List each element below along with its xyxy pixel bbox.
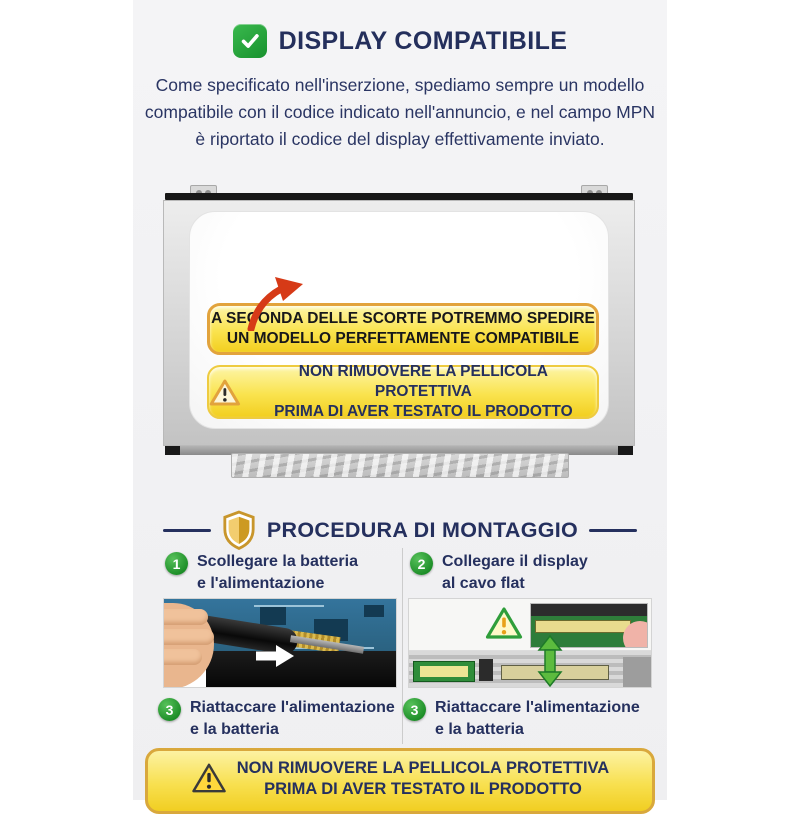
header	[133, 24, 667, 58]
connector-clip	[479, 659, 493, 681]
footer-warning-banner	[145, 748, 655, 814]
right-arrow-icon	[256, 645, 294, 667]
procedure-heading	[133, 510, 667, 550]
photo-top-band	[409, 599, 651, 651]
page-title: DISPLAY COMPATIBILE	[278, 26, 568, 55]
step-3-left	[158, 697, 395, 741]
finger	[163, 649, 202, 665]
hinge-cap	[623, 657, 651, 687]
step-3-right	[403, 697, 640, 741]
film-warning-line1: NON RIMUOVERE LA PELLICOLA PROTETTIVA	[298, 363, 548, 400]
intro-paragraph: Come specificato nell'inserzione, spediamo sempre un modello compatibile con il codice indicato nell'annuncio, e nel campo MPN è riportato il codice del display effettivamente inviato.	[144, 75, 656, 149]
stock-notice-line2: UN MODELLO PERFETTAMENTE COMPATIBILE	[226, 330, 580, 347]
warning-icon	[485, 606, 523, 640]
flat-cable-photo	[408, 598, 652, 688]
step-3-right-number: 3	[403, 698, 426, 721]
finger	[163, 609, 208, 625]
step-2-text: Collegare il display al cavo flat	[442, 553, 588, 592]
procedure-title: PROCEDURA DI MONTAGGIO	[266, 517, 579, 542]
stock-notice-line1: A SECONDA DELLE SCORTE POTREMMO SPEDIRE	[211, 310, 595, 327]
battery-disconnect-photo	[163, 598, 397, 688]
up-down-arrow-icon	[537, 635, 563, 687]
step-1	[165, 551, 358, 595]
photo-bottom-band	[409, 651, 651, 687]
finger	[163, 629, 214, 645]
warning-icon	[191, 762, 227, 794]
curved-arrow-icon	[241, 275, 307, 331]
lcd-panel-figure	[163, 185, 635, 481]
check-icon	[233, 24, 267, 58]
step-3-left-text: Riattaccare l'alimentazione e la batteria	[190, 699, 395, 738]
footer-warning-line2: PRIMA DI AVER TESTATO IL PRODOTTO	[264, 780, 582, 798]
step-1-text: Scollegare la batteria e l'alimentazione	[197, 553, 358, 592]
step-2	[410, 551, 588, 595]
film-warning-label	[207, 365, 599, 419]
step-3-right-text: Riattaccare l'alimentazione e la batteria	[435, 699, 640, 738]
battery	[206, 651, 396, 687]
warning-icon	[209, 378, 241, 407]
heading-rule-right	[589, 529, 637, 532]
panel-top-edge	[165, 193, 633, 200]
footer-warning-line1: NON RIMUOVERE LA PELLICOLA PROTETTIVA	[236, 759, 610, 777]
shield-icon	[222, 510, 256, 550]
step-1-number: 1	[165, 552, 188, 575]
display-connector	[413, 661, 475, 682]
film-warning-line2: PRIMA DI AVER TESTATO IL PRODOTTO	[274, 403, 573, 420]
step-2-number: 2	[410, 552, 433, 575]
heading-rule-left	[163, 529, 211, 532]
panel-foil-strip	[231, 453, 569, 478]
step-3-left-number: 3	[158, 698, 181, 721]
product-image-canvas	[133, 0, 667, 800]
